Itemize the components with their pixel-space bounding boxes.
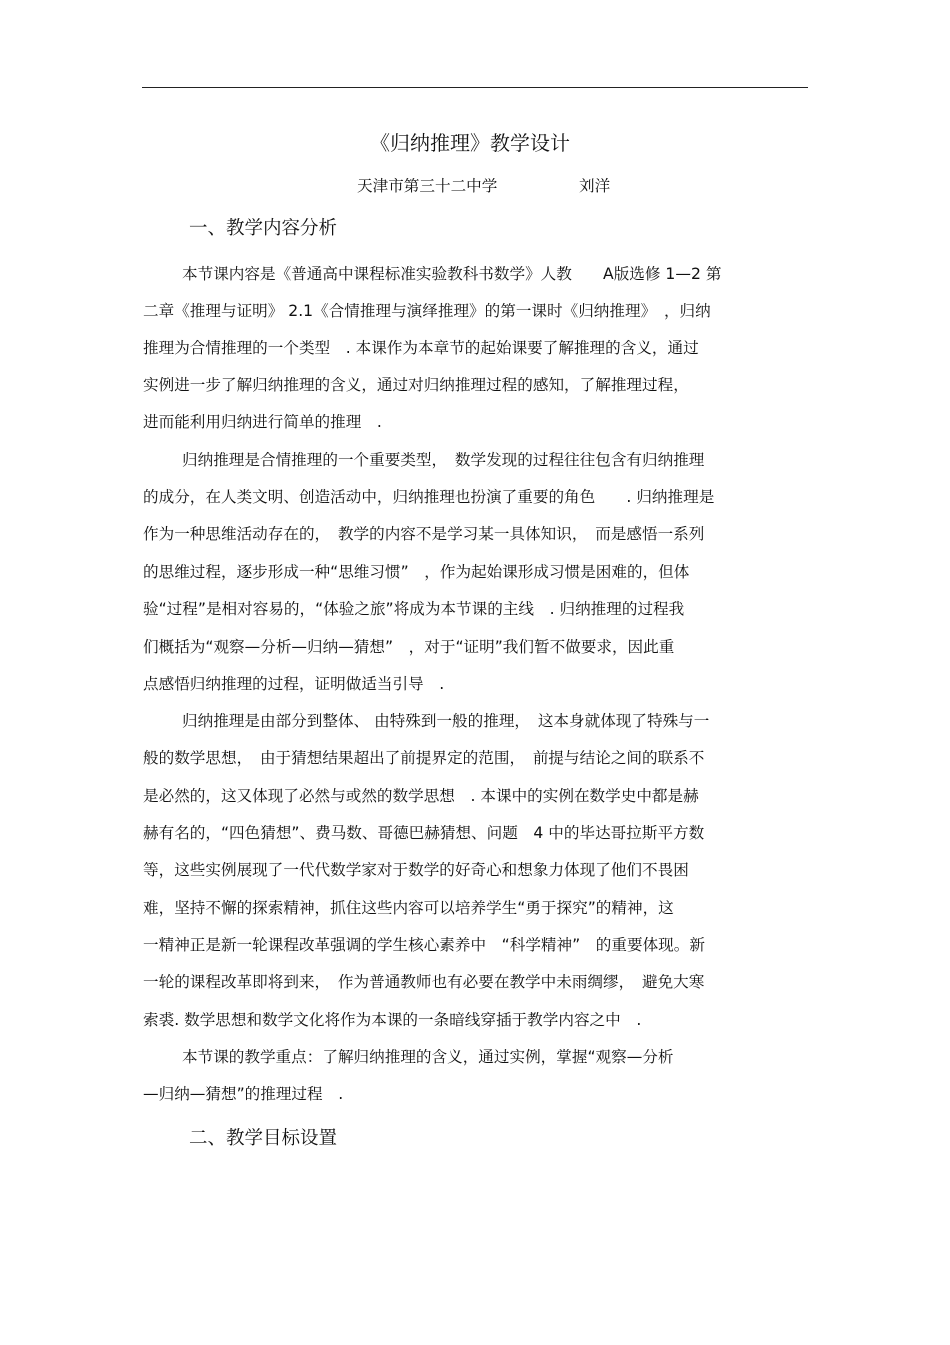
paragraph-line: 索裘. 数学思想和数学文化将作为本课的一条暗线穿插于教学内容之中 . bbox=[143, 1011, 642, 1029]
paragraph-line: 推理为合情推理的一个类型 . 本课作为本章节的起始课要了解推理的含义，通过 bbox=[143, 339, 699, 357]
paragraph-line: 一轮的课程改革即将到来， 作为普通教师也有必要在教学中未雨绸缪， 避免大寒 bbox=[143, 973, 705, 991]
paragraph-line: 本节课内容是《普通高中课程标准实验教科书数学》人教 A版选修 1—2 第 bbox=[182, 265, 722, 283]
paragraph-line: 般的数学思想， 由于猜想结果超出了前提界定的范围， 前提与结论之间的联系不 bbox=[143, 749, 705, 767]
paragraph-line: 的成分，在人类文明、创造活动中，归纳推理也扮演了重要的角色 . 归纳推理是 bbox=[143, 488, 715, 506]
paragraph-line: 赫有名的，“四色猜想”、费马数、哥德巴赫猜想、问题 4 中的毕达哥拉斯平方数 bbox=[143, 824, 705, 842]
paragraph-line: 一精神正是新一轮课程改革强调的学生核心素养中 “科学精神” 的重要体现。新 bbox=[143, 936, 705, 954]
paragraph-line: 是必然的，这又体现了必然与或然的数学思想 . 本课中的实例在数学史中都是赫 bbox=[143, 787, 699, 805]
paragraph-line: 进而能利用归纳进行简单的推理 . bbox=[143, 413, 382, 431]
paragraph-line: 难，坚持不懈的探索精神，抓住这些内容可以培养学生“勇于探究”的精神，这 bbox=[143, 899, 674, 917]
paragraph-line: 实例进一步了解归纳推理的含义，通过对归纳推理过程的感知，了解推理过程， bbox=[143, 376, 689, 394]
author-name: 刘洋 bbox=[579, 177, 611, 195]
school-name: 天津市第三十二中学 bbox=[357, 177, 498, 195]
paragraph-line: 作为一种思维活动存在的， 教学的内容不是学习某一具体知识， 而是感悟一系列 bbox=[143, 525, 705, 543]
header-rule bbox=[142, 87, 808, 88]
document-title: 《归纳推理》教学设计 bbox=[370, 131, 570, 155]
paragraph-line: 二章《推理与证明》 2.1《合情推理与演绎推理》的第一课时《归纳推理》 ，归纳 bbox=[143, 302, 711, 320]
paragraph-line: 归纳推理是由部分到整体、 由特殊到一般的推理， 这本身就体现了特殊与一 bbox=[182, 712, 710, 730]
paragraph-line: 们概括为“观察—分析—归纳—猜想” ，对于“证明”我们暂不做要求，因此重 bbox=[143, 638, 675, 656]
paragraph-line: 点感悟归纳推理的过程，证明做适当引导 . bbox=[143, 675, 445, 693]
paragraph-line: 验“过程”是相对容易的，“体验之旅”将成为本节课的主线 . 归纳推理的过程我 bbox=[143, 600, 685, 618]
paragraph-line: 归纳推理是合情推理的一个重要类型， 数学发现的过程往往包含有归纳推理 bbox=[182, 451, 705, 469]
paragraph-line: —归纳—猜想”的推理过程 . bbox=[143, 1085, 344, 1103]
section-heading-objectives: 二、教学目标设置 bbox=[189, 1128, 338, 1149]
paragraph-line: 本节课的教学重点：了解归纳推理的含义，通过实例，掌握“观察—分析 bbox=[182, 1048, 674, 1066]
paragraph-line: 等，这些实例展现了一代代数学家对于数学的好奇心和想象力体现了他们不畏困 bbox=[143, 861, 689, 879]
paragraph-line: 的思维过程，逐步形成一种“思维习惯” ，作为起始课形成习惯是困难的，但体 bbox=[143, 563, 690, 581]
section-heading-content-analysis: 一、教学内容分析 bbox=[189, 218, 338, 239]
